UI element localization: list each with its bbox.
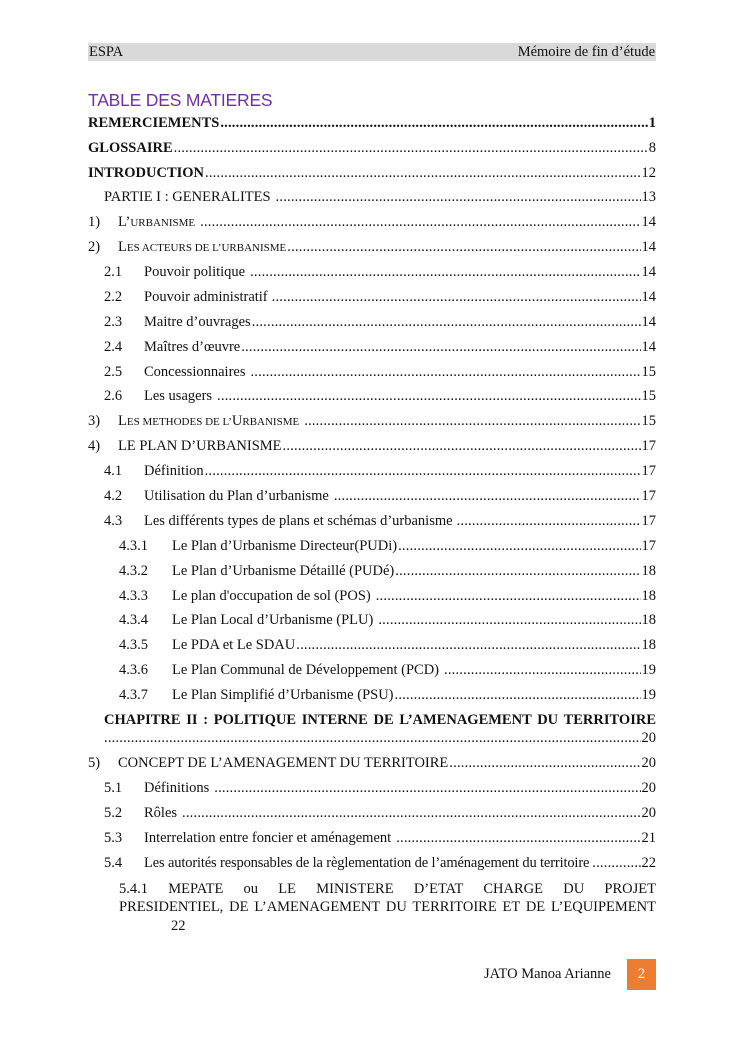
toc-entry[interactable]: [104, 829, 656, 848]
toc-entry[interactable]: [119, 587, 656, 606]
toc-entry-label[interactable]: CHAPITRE II : POLITIQUE INTERNE DE L’AMENAGEMENT DU TERRITOIRE: [104, 712, 656, 728]
toc-entry-number: 3): [88, 413, 101, 429]
toc-entry-label: LES ACTEURS DE L’URBANISME: [118, 239, 287, 255]
toc-entry-page: 20: [641, 730, 656, 746]
toc-entry-number: 4.3.6: [119, 662, 148, 678]
toc-entry-page: 14: [641, 314, 656, 330]
toc-entry-page: 20: [641, 780, 656, 796]
toc-entry-page: 17: [641, 463, 656, 479]
toc-entry[interactable]: [104, 338, 656, 357]
toc-entry-page: 18: [641, 588, 656, 604]
toc-entry-number: 2.1: [104, 264, 123, 280]
toc-entry-label: Le plan d'occupation de sol (POS): [172, 588, 371, 604]
toc-entry-number: 5.4: [104, 855, 123, 871]
toc-entry[interactable]: [119, 537, 656, 556]
toc-entry-number: 1): [88, 214, 101, 230]
toc-entry-page: 12: [641, 165, 656, 181]
toc-entry-number: 4.3.5: [119, 637, 148, 653]
toc-entry-label: GLOSSAIRE: [88, 140, 173, 156]
toc-entry-number: 2.6: [104, 388, 123, 404]
toc-entry[interactable]: [104, 512, 656, 531]
toc-entry-page: 20: [641, 755, 656, 771]
toc-entry-label: L’URBANISME: [118, 214, 196, 230]
toc-entry[interactable]: [119, 636, 656, 655]
toc-entry-page: 17: [641, 438, 656, 454]
toc-entry[interactable]: [104, 487, 656, 506]
toc-entry[interactable]: [119, 661, 656, 680]
toc-entry[interactable]: [88, 114, 656, 133]
toc-entry[interactable]: [119, 611, 656, 630]
toc-entry-number: 4.1: [104, 463, 123, 479]
toc-entry-page: 14: [641, 264, 656, 280]
toc-entry-number: 4.3.7: [119, 687, 148, 703]
toc-entry-label: Le Plan Simplifié d’Urbanisme (PSU): [172, 687, 394, 703]
toc-entry-label: CONCEPT DE L’AMENAGEMENT DU TERRITOIRE: [118, 755, 449, 771]
page-header: [88, 43, 656, 61]
toc-entry-number: 2.4: [104, 339, 123, 355]
toc-entry-page: 19: [641, 687, 656, 703]
toc-entry[interactable]: [88, 213, 656, 232]
toc-entry[interactable]: [104, 263, 656, 282]
toc-entry-page: 17: [641, 513, 656, 529]
toc-entry-number: 2): [88, 239, 101, 255]
toc-entry-page: 14: [641, 239, 656, 255]
toc-entry-page: 20: [641, 805, 656, 821]
toc-entry-number: 2.5: [104, 364, 123, 380]
toc-entry[interactable]: [104, 462, 656, 481]
toc-entry-number: 5): [88, 755, 101, 771]
toc-entry[interactable]: [104, 729, 656, 748]
toc-entry[interactable]: [88, 754, 656, 773]
toc-entry-label: REMERCIEMENTS: [88, 115, 220, 131]
toc-entry-number: 4): [88, 438, 101, 454]
toc-entry-page: 14: [641, 214, 656, 230]
toc-entry-label: Le Plan Communal de Développement (PCD): [172, 662, 439, 678]
toc-entry-label: LES METHODES DE L’URBANISME: [118, 413, 300, 429]
toc-entry-page: 21: [641, 830, 656, 846]
toc-entry-label: Le Plan Local d’Urbanisme (PLU): [172, 612, 374, 628]
toc-entry-page: 22: [641, 855, 656, 871]
toc-entry[interactable]: [104, 854, 656, 873]
toc-entry-number: 4.3.3: [119, 588, 148, 604]
toc-entry[interactable]: [104, 779, 656, 798]
toc-entry-page: 8: [648, 140, 656, 156]
toc-entry-label: Les autorités responsables de la règlementation de l’aménagement du territoire: [144, 855, 590, 871]
toc-entry[interactable]: [104, 188, 656, 207]
toc-entry-label: Les différents types de plans et schémas d’urbanisme: [144, 513, 453, 529]
toc-entry-number: 5.4.1: [119, 881, 148, 897]
toc-entry[interactable]: [104, 313, 656, 332]
toc-entry-label: Les usagers: [144, 388, 213, 404]
toc-entry-number: 4.3: [104, 513, 123, 529]
toc-entry-label: Le PDA et Le SDAU: [172, 637, 296, 653]
toc-entry-label: LE PLAN D’URBANISME: [118, 438, 282, 454]
toc-entry-number: 5.2: [104, 805, 123, 821]
toc-entry-label: Concessionnaires: [144, 364, 246, 380]
toc-entry-page: 17: [641, 488, 656, 504]
toc-entry-label: Définitions: [144, 780, 210, 796]
toc-entry[interactable]: [104, 804, 656, 823]
toc-entry-page: 18: [641, 637, 656, 653]
toc-entry-number: 5.3: [104, 830, 123, 846]
toc-entry-label: Utilisation du Plan d’urbanisme: [144, 488, 329, 504]
toc-entry-page: 15: [641, 388, 656, 404]
toc-entry-label: Pouvoir politique: [144, 264, 246, 280]
toc-entry-number: 2.3: [104, 314, 123, 330]
toc-entry-page: 22: [171, 918, 186, 934]
toc-entry-number: 5.1: [104, 780, 123, 796]
toc-entry-label: Interrelation entre foncier et aménagement: [144, 830, 392, 846]
toc-entry-page: 14: [641, 289, 656, 305]
toc-entry[interactable]: [88, 412, 656, 431]
toc-entry[interactable]: [88, 164, 656, 183]
toc-entry-number: 4.2: [104, 488, 123, 504]
toc-entry[interactable]: [119, 562, 656, 581]
toc-entry-page: 19: [641, 662, 656, 678]
toc-entry-page: 17: [641, 538, 656, 554]
toc-entry-page: 14: [641, 339, 656, 355]
toc-entry-page: 15: [641, 413, 656, 429]
header-left: ESPA: [89, 44, 124, 60]
toc-entry-number: 4.3.2: [119, 563, 148, 579]
toc-entry-label: INTRODUCTION: [88, 165, 205, 181]
toc-entry-page: 18: [641, 563, 656, 579]
toc-entry-label: Définition: [144, 463, 204, 479]
toc-entry-page: 18: [641, 612, 656, 628]
toc-entry[interactable]: [88, 437, 656, 456]
toc-entry-page: 15: [641, 364, 656, 380]
toc-entry-label: Le Plan d’Urbanisme Détaillé (PUDé): [172, 563, 395, 579]
toc-entry[interactable]: [119, 880, 656, 898]
toc-entry[interactable]: [88, 139, 656, 158]
toc-entry-number: 2.2: [104, 289, 123, 305]
footer-page-number: 2: [627, 959, 656, 990]
toc-entry-label: PARTIE I : GENERALITES: [104, 189, 271, 205]
toc-entry-label: MEPATE ou LE MINISTERE D’ETAT CHARGE DU PROJET: [168, 881, 656, 897]
toc-entry[interactable]: [104, 387, 656, 406]
toc-entry[interactable]: [104, 363, 656, 382]
toc-entry-page: 13: [641, 189, 656, 205]
toc-entry-label: Rôles: [144, 805, 178, 821]
toc-entry[interactable]: [104, 288, 656, 307]
toc-title: TABLE DES MATIERES: [88, 90, 273, 110]
toc-entry-label: Maîtres d’œuvre: [144, 339, 241, 355]
toc-entry[interactable]: [88, 238, 656, 257]
toc-entry[interactable]: [119, 686, 656, 705]
footer-author: JATO Manoa Arianne: [484, 966, 611, 982]
toc-entry-label-line2: PRESIDENTIEL, DE L’AMENAGEMENT DU TERRITOIRE ET DE L’EQUIPEMENT: [119, 899, 656, 915]
toc-entry-number: 4.3.4: [119, 612, 148, 628]
toc-entry-label: Maitre d’ouvrages: [144, 314, 251, 330]
toc-entry-label: Le Plan d’Urbanisme Directeur(PUDi): [172, 538, 398, 554]
toc-entry-number: 4.3.1: [119, 538, 148, 554]
toc-entry-page: 1: [648, 115, 656, 131]
toc-entry-label: Pouvoir administratif: [144, 289, 268, 305]
header-right: Mémoire de fin d’étude: [517, 44, 655, 60]
